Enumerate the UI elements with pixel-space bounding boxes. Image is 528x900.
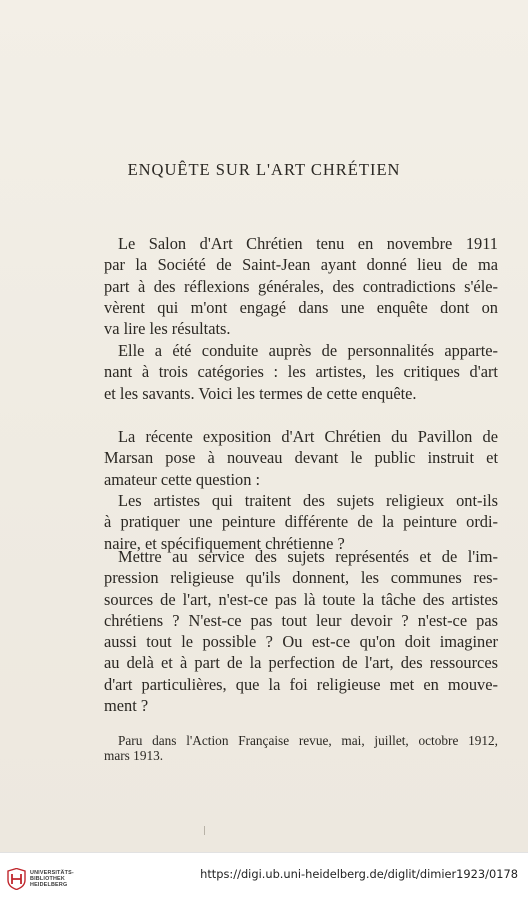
paragraph-5 — [104, 546, 498, 716]
paragraph-4 — [104, 490, 498, 554]
text-line: vèrent qui m'ont engagé dans une enquête dont on — [104, 297, 498, 317]
footnote-line: Paru dans l'Action Française revue, mai, juillet, octobre 1912, — [118, 733, 498, 748]
text-line: Les artistes qui traitent des sujets religieux ont-ils — [118, 491, 498, 510]
text-line: va lire les résultats. — [104, 319, 231, 339]
institution-name — [30, 870, 74, 889]
paragraph-2 — [104, 340, 498, 404]
text-line: La récente exposition d'Art Chrétien du Pavillon de — [118, 427, 498, 446]
text-line: ment ? — [104, 696, 149, 716]
text-line: amateur cette question : — [104, 469, 261, 489]
institution-line: UNIVERSITÄTS- — [30, 870, 74, 876]
text-line: au delà et à part de la perfection de l'art, des ressources — [104, 653, 498, 673]
text-line: à pratiquer une peinture différente de la peinture ordi- — [104, 512, 498, 532]
text-line: Le Salon d'Art Chrétien tenu en novembre 1911 — [118, 234, 498, 253]
text-line: chrétiens ? N'est-ce pas tout leur devoir ? n'est-ce pas — [104, 610, 498, 630]
viewer-footer — [0, 852, 528, 900]
text-line: Marsan pose à nouveau devant le public instruit et — [104, 448, 498, 468]
page-mark — [204, 826, 205, 835]
page-title: ENQUÊTE SUR L'ART CHRÉTIEN — [127, 160, 401, 179]
text-line: part à des réflexions générales, des contradictions s'éle- — [104, 276, 498, 296]
page-url-link[interactable]: https://digi.ub.uni-heidelberg.de/diglit/dimier1923/0178 — [200, 867, 518, 881]
text-line: sources de l'art, n'est-ce pas là toute la tâche des artistes — [104, 589, 498, 609]
footnote-line: mars 1913. — [104, 748, 164, 763]
text-line: nant à trois catégories : les artistes, les critiques d'art — [104, 362, 498, 382]
text-line: pression religieuse qu'ils donnent, les communes res- — [104, 568, 498, 588]
institution-line: HEIDELBERG — [30, 882, 68, 889]
text-line: aussi tout le possible ? Ou est-ce qu'on doit imaginer — [104, 632, 498, 652]
text-line: Mettre au service des sujets représentés et de l'im- — [118, 547, 498, 566]
text-line: Elle a été conduite auprès de personnalités apparte- — [118, 341, 498, 360]
heidelberg-library-logo-icon — [7, 868, 26, 890]
text-line: par la Société de Saint-Jean ayant donné lieu de ma — [104, 255, 498, 275]
text-line: naire, et spécifiquement chrétienne ? — [104, 533, 345, 553]
paragraph-1 — [104, 233, 498, 339]
text-line: d'art particulières, que la foi religieuse met en mouve- — [104, 674, 498, 694]
institution-line: BIBLIOTHEK — [30, 876, 65, 883]
paragraph-3 — [104, 426, 498, 490]
footnote — [104, 733, 498, 763]
text-line: et les savants. Voici les termes de cette enquête. — [104, 383, 417, 403]
